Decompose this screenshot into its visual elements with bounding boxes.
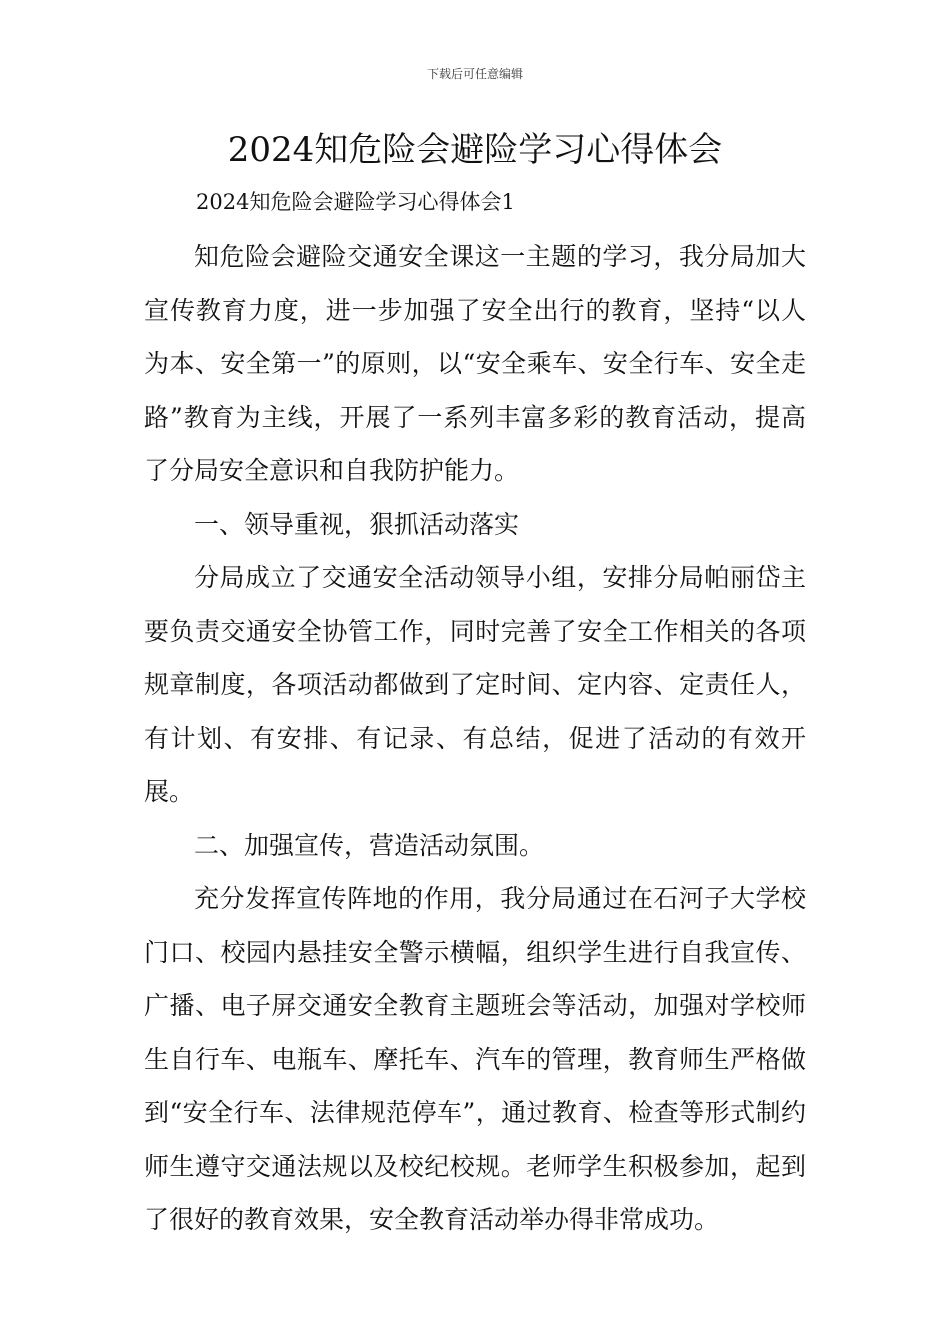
document-title: 2024知危险会避险学习心得体会: [227, 130, 723, 170]
header-note: 下载后可任意编辑: [426, 67, 523, 81]
section-heading-2: 二、加强宣传，营造活动氛围。: [194, 830, 545, 860]
paragraph-section-1: 分局成立了交通安全活动领导小组，安排分局帕丽岱主要负责交通安全协管工作，同时完善了安全工作相关的各项规章制度，各项活动都做到了定时间、定内容、定责任人，有计划、有安排、有记录、有总结，促进了活动的有效开展。: [144, 563, 806, 806]
document-subtitle: 2024知危险会避险学习心得体会1: [196, 190, 515, 214]
document-body: [144, 180, 806, 1247]
section-heading-1: 一、领导重视，狠抓活动落实: [194, 509, 520, 539]
paragraph-section-2: 充分发挥宣传阵地的作用，我分局通过在石河子大学校门口、校园内悬挂安全警示横幅，组织学生进行自我宣传、广播、电子屏交通安全教育主题班会等活动，加强对学校师生自行车、电瓶车、摩托车、汽车的管理，教育师生严格做到“安全行车、法律规范停车”，通过教育、检查等形式制约师生遵守交通法规以及校纪校规。老师学生积极参加，起到了很好的教育效果，安全教育活动举办得非常成功。: [144, 884, 806, 1234]
paragraph-intro: 知危险会避险交通安全课这一主题的学习，我分局加大宣传教育力度，进一步加强了安全出行的教育，坚持“以人为本、安全第一”的原则，以“安全乘车、安全行车、安全走路”教育为主线，开展了一系列丰富多彩的教育活动，提高了分局安全意识和自我防护能力。: [144, 242, 806, 485]
